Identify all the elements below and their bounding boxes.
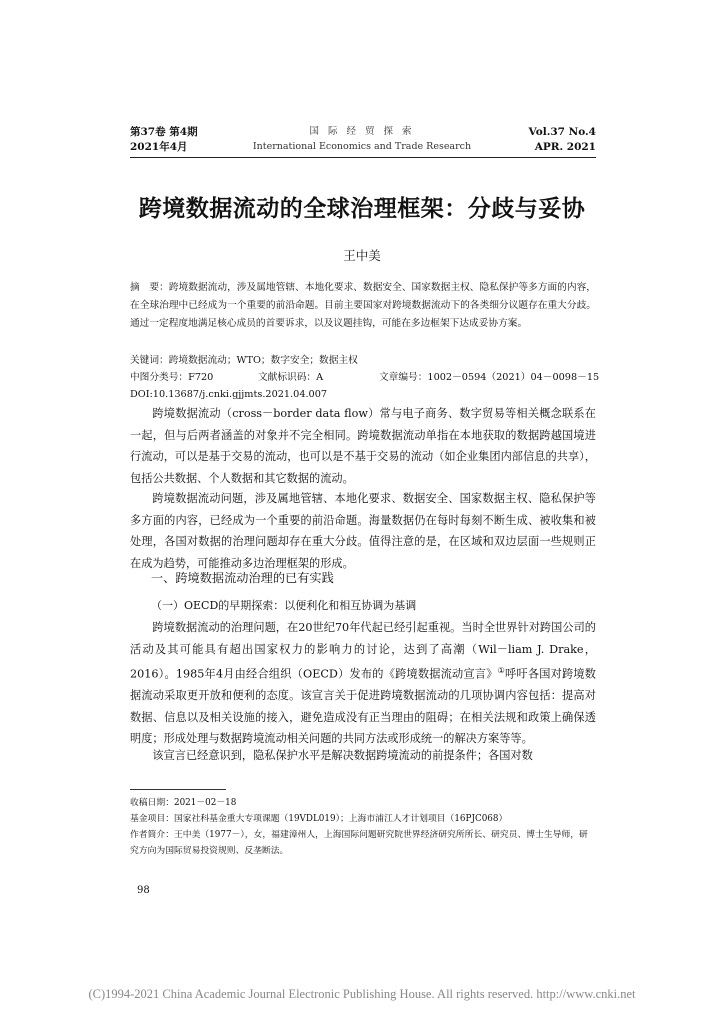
footnote-received: 收稿日期：2021－02－18 xyxy=(130,798,237,808)
section-heading: 一、跨境数据流动治理的已有实践 xyxy=(151,571,334,585)
footnote-divider xyxy=(130,789,226,790)
copyright-notice: (C)1994-2021 China Academic Journal Electronic Publishing House. All rights reserved. http://www.cnki.net xyxy=(88,987,636,1001)
header-vol-cn: 第37卷 第4期 xyxy=(130,126,198,138)
footnote-author: 作者简介：王中美（1977－），女，福建漳州人，上海国际问题研究院世界经济研究所所长、研究员、博士生导师，研究方向为国际贸易投资规则、反垄断法。 xyxy=(130,830,588,856)
body-paragraph-4: 该宣言已经意识到，隐私保护水平是解决数据跨境流动的前提条件；各国对数 xyxy=(152,749,533,762)
header-journal xyxy=(0,124,724,154)
footnote-marker: ① xyxy=(497,666,506,675)
body-paragraph-3 xyxy=(130,617,596,750)
classification-number: 中图分类号：F720 xyxy=(130,372,214,383)
article-title: 跨境数据流动的全球治理框架：分歧与妥协 xyxy=(138,196,586,222)
document-code: 文献标识码：A xyxy=(258,372,324,383)
keywords: 关键词：跨境数据流动；WTO；数字安全；数据主权 xyxy=(130,355,358,366)
abstract: 摘 要：跨境数据流动，涉及属地管辖、本地化要求、数据安全、国家数据主权、隐私保护等多方面的内容，在全球治理中已经成为一个重要的前沿命题。目前主要国家对跨境数据流动下的各类细分议题存在重大分歧。通过一定程度地满足核心成员的首要诉求，以及议题挂钩，可能在多边框架下达成妥协方案。 xyxy=(130,282,596,329)
article-number: 文章编号：1002－0594（2021）04－0098－15 xyxy=(379,372,600,383)
header-divider xyxy=(130,157,596,158)
footnote-fund: 基金项目：国家社科基金重大专项课题（19VDL019）；上海市浦江人才计划项目（16PJC068） xyxy=(130,814,508,824)
footnotes xyxy=(130,795,596,859)
paragraph-3-text-a: 跨境数据流动的治理问题，在20世纪70年代起已经引起重视。当时全世界针对跨国公司的活动及其可能具有超出国家权力的影响力的讨论，达到了高潮（Wil－liam J. Drake，2016）。1985年4月由经合组织（OECD）发布的《跨境数据流动宣言》 xyxy=(130,621,596,681)
header-date-cn: 2021年4月 xyxy=(130,141,188,153)
body-paragraph-1: 跨境数据流动（cross－border data flow）常与电子商务、数字贸易等相关概念联系在一起，但与后两者涵盖的对象并不完全相同。跨境数据流动单指在本地获取的数据跨越国境进行流动，可以是基于交易的流动，也可以是不基于交易的流动（如企业集团内部信息的共享），包括公共数据、个人数据和其它数据的流动。 xyxy=(130,407,596,485)
subsection-heading: （一）OECD的早期探索：以便利化和相互协调为基调 xyxy=(151,599,417,612)
header-vol-en: Vol.37 No.4 xyxy=(528,126,596,138)
header-journal-en: International Economics and Trade Research xyxy=(252,141,472,152)
paragraph-3-text-b: 呼吁各国对跨境数据流动采取更开放和便利的态度。该宣言关于促进跨境数据流动的几项协调内容包括：提高对数据、信息以及相关设施的接入，避免造成没有正当理由的阻碍；在相关法规和政策上确保透明度；形成处理与数据跨境流动相关问题的共同方法或形成统一的解决方案等等。 xyxy=(130,667,596,746)
header-date-en: APR. 2021 xyxy=(534,141,596,153)
doi: DOI:10.13687/j.cnki.gjjmts.2021.04.007 xyxy=(130,389,328,400)
page-number: 98 xyxy=(137,885,150,896)
header-journal-cn: 国 际 经 贸 探 索 xyxy=(309,126,415,137)
article-author: 王中美 xyxy=(343,248,381,263)
body-paragraph-2: 跨境数据流动问题，涉及属地管辖、本地化要求、数据安全、国家数据主权、隐私保护等多方面的内容，已经成为一个重要的前沿命题。海量数据仍在每时每刻不断生成、被收集和被处理，各国对数据的治理问题却存在重大分歧。值得注意的是，在区域和双边层面一些规则正在成为趋势，可能推动多边治理框架的形成。 xyxy=(130,492,596,570)
header-volume-en xyxy=(529,125,596,155)
